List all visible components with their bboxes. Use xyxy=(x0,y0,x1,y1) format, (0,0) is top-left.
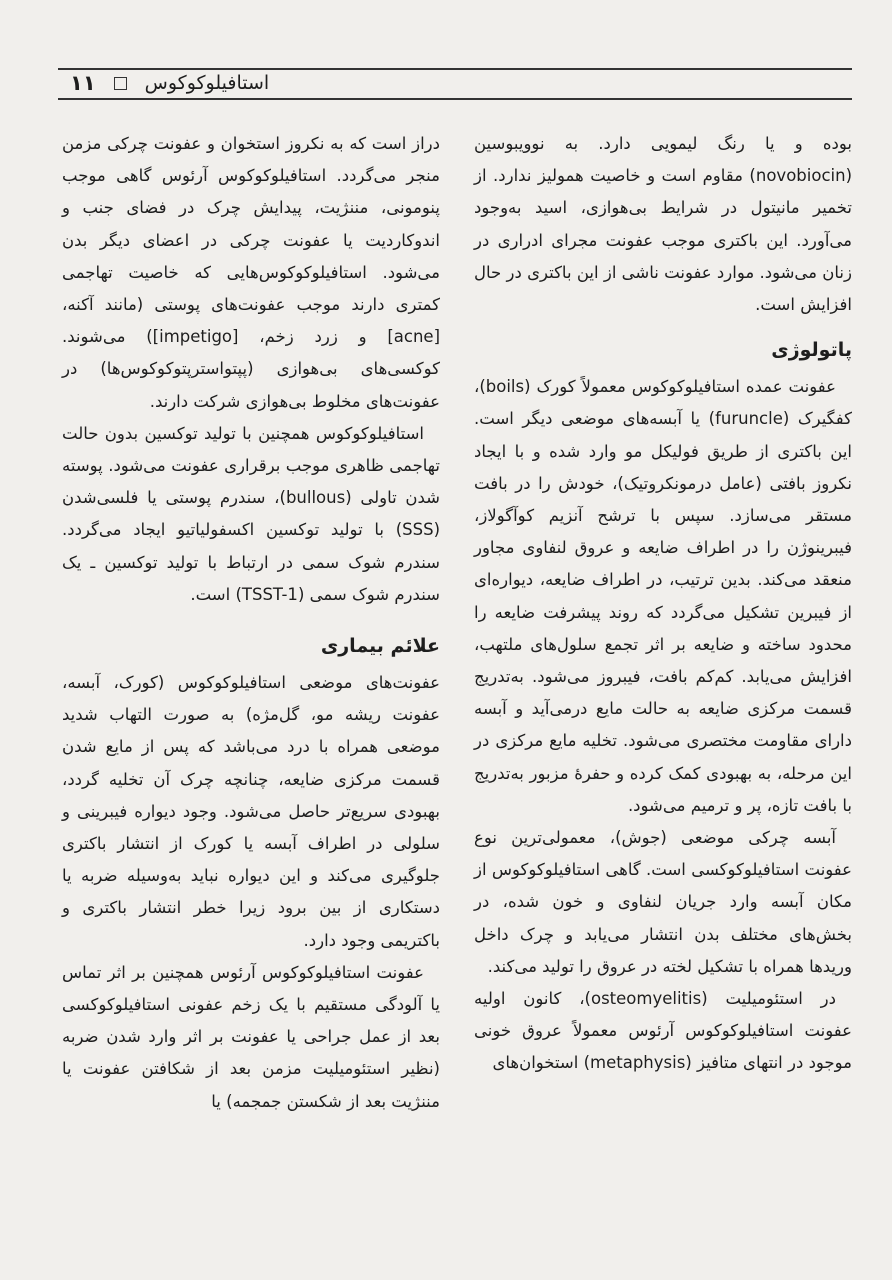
section-heading-symptoms: علائم بیماری xyxy=(320,635,440,658)
paragraph: استافیلوکوکوس همچنین با تولید توکسین بدون حالت تهاجمی ظاهری موجب برقراری عفونت می‌شود. پوسته شدن تاولی (bullous)، سندرم پوستی یا فلسی‌شدن (SSS) با تولید توکسین اکسفولیاتیو ایجاد می‌گردد. سندرم شوک سمی در ارتباط با تولید توکسین ـ یک سندرم شوک سمی (TSST-1) است. xyxy=(62,423,440,604)
paragraph: در استئومیلیت (osteomyelitis)، کانون اولیه عفونت استافیلوکوکوس آرئوس معمولاً عروق خونی موجود در انتهای متافیز (metaphysis) استخوان‌های xyxy=(474,989,852,1073)
paragraph: آبسه چرکی موضعی (جوش)، معمولی‌ترین نوع عفونت استافیلوکوکسی است. گاهی استافیلوکوکوس از مکان آبسه وارد جریان لنفاوی و خون شده، در بخش‌های مختلف بدن انتشار می‌یابد و چرک داخل وریدها همراه با تشکیل لخته در عروق را تولید می‌کند. xyxy=(474,828,852,976)
chapter-title: استافیلوکوکوس xyxy=(144,72,270,94)
section-heading-pathology: پاتولوژی xyxy=(771,339,852,362)
paragraph: عفونت استافیلوکوکوس آرئوس همچنین بر اثر تماس یا آلودگی مستقیم با یک زخم عفونی استافیلوکوکسی بعد از عمل جراحی یا عفونت بر اثر وارد شدن ضربه (نظیر استئومیلیت مزمن بعد از شکافتن عفونت یا مننژیت بعد از شکستن جمجمه) یا xyxy=(62,962,440,1111)
paragraph: دراز است که به نکروز استخوان و عفونت چرکی مزمن منجر می‌گردد. استافیلوکوکوس آرئوس گاهی موجب پنومونی، مننژیت، پیدایش چرک در فضای جنب و اندوکاردیت یا عفونت چرکی در اعضای دیگر بدن می‌شود. استافیلوکوکوس‌هایی که خاصیت تهاجمی کمتری دارند موجب عفونت‌های پوستی (مانند آکنه، [acne] و زرد زخم، [impetigo]) می‌شوند. کوکسی‌های بی‌هوازی (پپتواسترپتوکوکوس‌ها) در عفونت‌های مخلوط بی‌هوازی شرکت دارند. xyxy=(62,134,440,411)
header-rule-bottom xyxy=(58,98,852,100)
paragraph: عفونت‌های موضعی استافیلوکوکوس (کورک، آبسه، عفونت ریشه مو، گل‌مژه) به صورت التهاب شدید موضعی همراه با درد می‌باشد که پس از مایع شدن قسمت مرکزی ضایعه، چنانچه چرک آن تخلیه گردد، بهبودی سریع‌تر حاصل می‌شود. وجود دیواره فیبرینی و سلولی در اطراف آبسه یا کورک از انتشار باکتری جلوگیری می‌کند و این دیواره نباید به‌وسیله ضربه یا دستکاری از بین برود زیرا خطر انتشار باکتری و باکتریمی وجود دارد. xyxy=(62,673,440,950)
left-column xyxy=(62,128,440,1118)
square-ornament-icon xyxy=(114,77,127,90)
paragraph: عفونت عمده استافیلوکوکوس معمولاً کورک (boils)، کفگیرک (furuncle) یا آبسه‌های موضعی دیگر است. این باکتری از طریق فولیکل مو وارد شده و با ایجاد نکروز بافتی (عامل درمونکروتیک)، خودش را در بافت مستقر می‌سازد. سپس با ترشح آنزیم کوآگولاز، فیبرینوژن را در اطراف ضایعه و عروق لنفاوی مجاور منعقد می‌کند. بدین ترتیب، در اطراف ضایعه، دیواره‌ای از فیبرین تشکیل می‌گردد که روند پیشرفت ضایعه را محدود ساخته و ضایعه بر اثر تجمع سلول‌های ملتهب، افزایش می‌یابد. کم‌کم بافت، فیبروز می‌شود. به‌تدریج قسمت مرکزی ضایعه به حالت مایع درمی‌آید و آبسه دارای مقاومت مختصری می‌شود. تخلیه مایع مرکزی در این مرحله، به بهبودی کمک کرده و حفرهٔ مزبور به‌تدریج با بافت تازه، پر و ترمیم می‌شود. xyxy=(474,377,852,815)
page-number: ۱۱ xyxy=(70,71,96,95)
right-column xyxy=(474,128,852,1080)
running-head xyxy=(70,68,269,98)
paragraph: بوده و یا رنگ لیمویی دارد. به نوویبوسین (novobiocin) مقاوم است و خاصیت همولیز ندارد. از تخمیر مانیتول در شرایط بی‌هوازی، اسید به‌وجود می‌آورد. این باکتری موجب عفونت مجرای ادراری در زنان می‌شود. موارد عفونت ناشی از این باکتری در حال افزایش است. xyxy=(474,134,852,315)
